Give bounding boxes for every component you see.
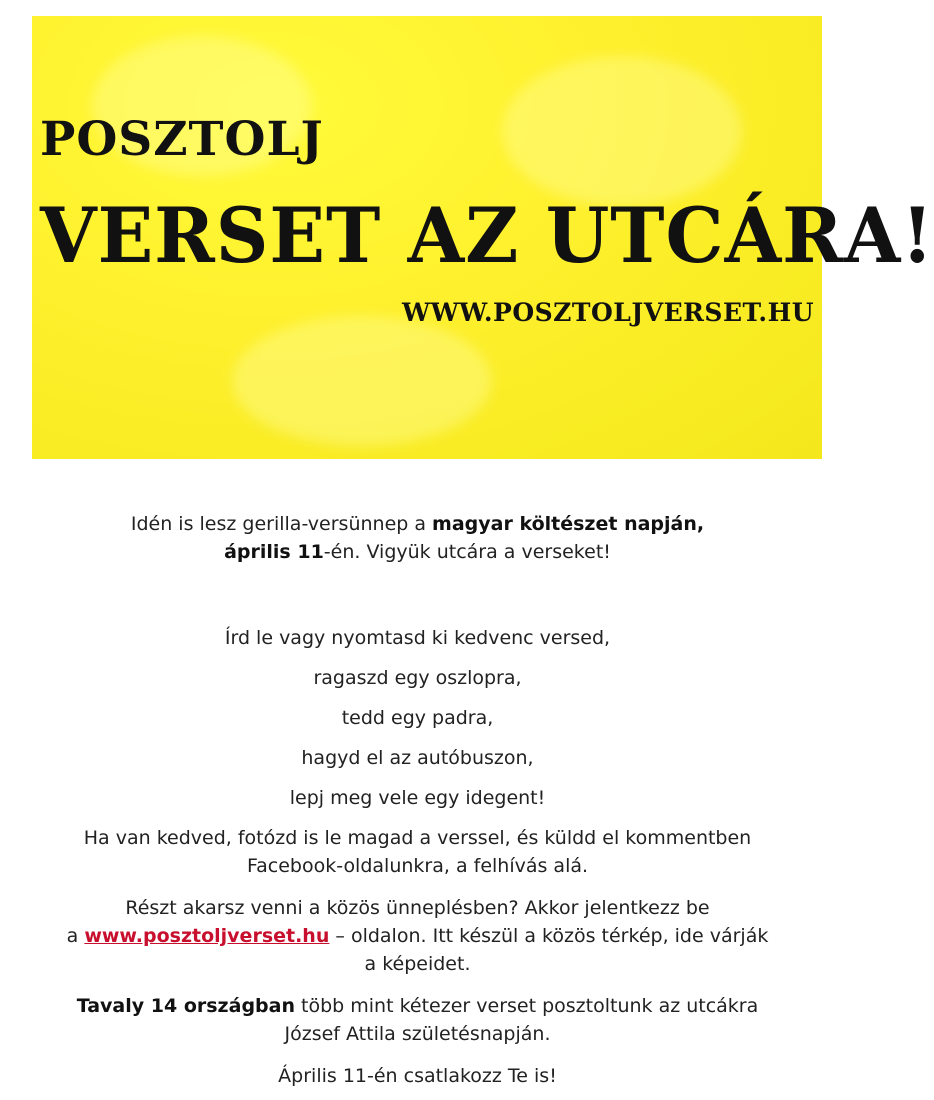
last-year-text: több mint kétezer verset posztoltunk az utcákra xyxy=(295,995,759,1017)
poem-line: ragaszd egy oszlopra, xyxy=(313,667,522,689)
banner-highlight xyxy=(502,56,742,206)
poem-line: Írd le vagy nyomtasd ki kedvenc versed, xyxy=(224,627,611,649)
announcement-text xyxy=(40,510,795,1090)
join-paragraph xyxy=(40,894,795,978)
website-link[interactable]: www.posztoljverset.hu xyxy=(84,925,330,947)
join-line1: Részt akarsz venni a közös ünneplésben? Akkor jelentkezz be xyxy=(125,897,710,919)
poem-line: hagyd el az autóbuszon, xyxy=(301,747,534,769)
poem-line: lepj meg vele egy idegent! xyxy=(289,787,546,809)
photo-line1: Ha van kedved, fotózd is le magad a verssel, és küldd el kommentben xyxy=(83,827,752,849)
photo-paragraph xyxy=(40,824,795,880)
intro-paragraph xyxy=(40,510,795,566)
banner-title-line2: VERSET AZ UTCÁRA! xyxy=(40,191,934,280)
poster-banner xyxy=(32,16,934,459)
banner-title-line1: POSZTOLJ xyxy=(40,112,324,167)
photo-line2: Facebook-oldalunkra, a felhívás alá. xyxy=(246,855,589,877)
last-year-bold: Tavaly 14 országban xyxy=(76,995,295,1017)
intro-bold-date: április 11 xyxy=(224,541,324,563)
last-year-paragraph xyxy=(40,992,795,1048)
intro-text: Idén is lesz gerilla-versünnep a xyxy=(130,513,433,535)
banner-url: WWW.POSZTOLJVERSET.HU xyxy=(402,298,815,327)
join-prefix: a xyxy=(66,925,85,947)
join-suffix: – oldalon. Itt készül a közös térkép, ide várják xyxy=(329,925,769,947)
banner-highlight xyxy=(232,316,492,446)
closing-line: Április 11-én csatlakozz Te is! xyxy=(278,1065,557,1087)
intro-text-end: -én. Vigyük utcára a verseket! xyxy=(323,541,611,563)
join-line3: a képeidet. xyxy=(364,953,471,975)
last-year-line2: József Attila születésnapján. xyxy=(284,1023,551,1045)
intro-bold-day: magyar költészet napján, xyxy=(432,513,705,535)
poem-line: tedd egy padra, xyxy=(341,707,494,729)
